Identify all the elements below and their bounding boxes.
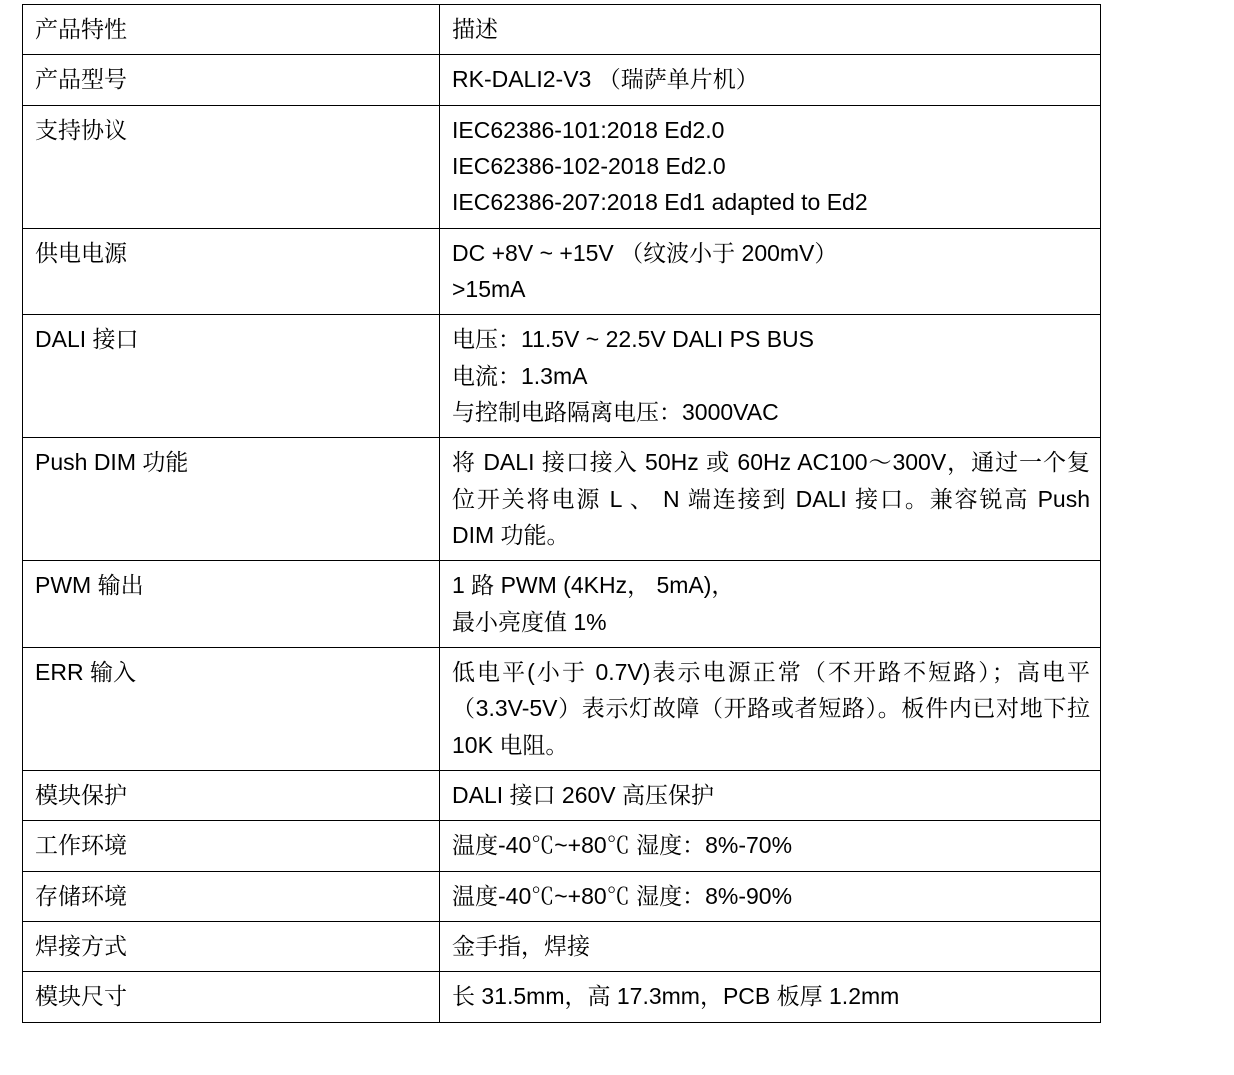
feature-label: Push DIM 功能 <box>35 449 189 476</box>
description-line: 与控制电路隔离电压：3000VAC <box>452 398 779 425</box>
description-line: 长 31.5mm，高 17.3mm，PCB 板厚 1.2mm <box>452 983 900 1010</box>
table-row <box>23 921 1101 971</box>
description-line: 金手指，焊接 <box>452 932 590 959</box>
document-page <box>0 4 1234 1075</box>
description-line: 将 DALI 接口接入 50Hz 或 60Hz AC100～300V，通过一个复位开关将电源 L 、 N 端连接到 DALI 接口。兼容锐高 Push DIM 功能。 <box>452 449 1097 548</box>
description-line: RK-DALI2-V3 （瑞萨单片机） <box>452 66 759 93</box>
table-row <box>23 438 1101 561</box>
table-header-row <box>23 5 1101 55</box>
feature-label: PWM 输出 <box>35 572 144 599</box>
table-row <box>23 315 1101 438</box>
description-cell <box>440 315 1101 438</box>
feature-cell <box>23 647 440 770</box>
feature-cell <box>23 821 440 871</box>
feature-cell <box>23 561 440 648</box>
description-cell <box>440 921 1101 971</box>
description-cell <box>440 105 1101 228</box>
description-line: 温度-40℃~+80℃ 湿度：8%-90% <box>452 882 793 909</box>
feature-label: 产品型号 <box>35 66 127 93</box>
feature-cell <box>23 871 440 921</box>
description-cell <box>440 647 1101 770</box>
feature-cell <box>23 438 440 561</box>
feature-cell <box>23 228 440 315</box>
description-cell <box>440 972 1101 1022</box>
table-row <box>23 105 1101 228</box>
description-line: DALI 接口 260V 高压保护 <box>452 781 715 808</box>
table-row <box>23 871 1101 921</box>
description-line: DC +8V ~ +15V （纹波小于 200mV） <box>452 239 838 266</box>
feature-cell <box>23 55 440 105</box>
description-line: 1 路 PWM (4KHz， 5mA)， <box>452 572 735 599</box>
feature-label: 存储环境 <box>35 882 127 909</box>
table-row <box>23 561 1101 648</box>
feature-label: 工作环境 <box>35 832 127 859</box>
feature-cell <box>23 972 440 1022</box>
description-cell <box>440 871 1101 921</box>
description-cell <box>440 561 1101 648</box>
table-row <box>23 972 1101 1022</box>
header-cell-description <box>440 5 1101 55</box>
table-body <box>23 5 1101 1023</box>
header-cell-feature <box>23 5 440 55</box>
feature-label: 焊接方式 <box>35 932 127 959</box>
table-row <box>23 770 1101 820</box>
description-cell <box>440 228 1101 315</box>
feature-label: 模块保护 <box>35 781 127 808</box>
description-line: IEC62386-102-2018 Ed2.0 <box>452 152 726 179</box>
table-row <box>23 55 1101 105</box>
description-line: 低电平(小于 0.7V)表示电源正常（不开路不短路）；高电平（3.3V-5V）表示灯故障（开路或者短路）。板件内已对地下拉 10K 电阻。 <box>452 658 1097 758</box>
header-description-label: 描述 <box>452 16 498 42</box>
description-cell <box>440 438 1101 561</box>
table-row <box>23 228 1101 315</box>
feature-cell <box>23 770 440 820</box>
feature-label: 供电电源 <box>35 239 127 266</box>
feature-label: 模块尺寸 <box>35 983 127 1010</box>
description-line: 温度-40℃~+80℃ 湿度：8%-70% <box>452 832 793 859</box>
table-row <box>23 647 1101 770</box>
description-line: IEC62386-207:2018 Ed1 adapted to Ed2 <box>452 189 868 216</box>
header-feature-label: 产品特性 <box>35 16 127 42</box>
description-cell <box>440 821 1101 871</box>
table-row <box>23 821 1101 871</box>
description-line: 电压：11.5V ~ 22.5V DALI PS BUS <box>452 326 814 353</box>
description-line: >15mA <box>452 275 526 302</box>
feature-cell <box>23 105 440 228</box>
description-line: 电流：1.3mA <box>452 362 588 389</box>
description-cell <box>440 770 1101 820</box>
description-line: IEC62386-101:2018 Ed2.0 <box>452 116 725 143</box>
feature-label: ERR 输入 <box>35 658 136 685</box>
feature-cell <box>23 921 440 971</box>
product-spec-table <box>22 4 1101 1023</box>
feature-label: 支持协议 <box>35 116 127 143</box>
description-cell <box>440 55 1101 105</box>
description-line: 最小亮度值 1% <box>452 608 607 635</box>
feature-label: DALI 接口 <box>35 326 139 353</box>
feature-cell <box>23 315 440 438</box>
